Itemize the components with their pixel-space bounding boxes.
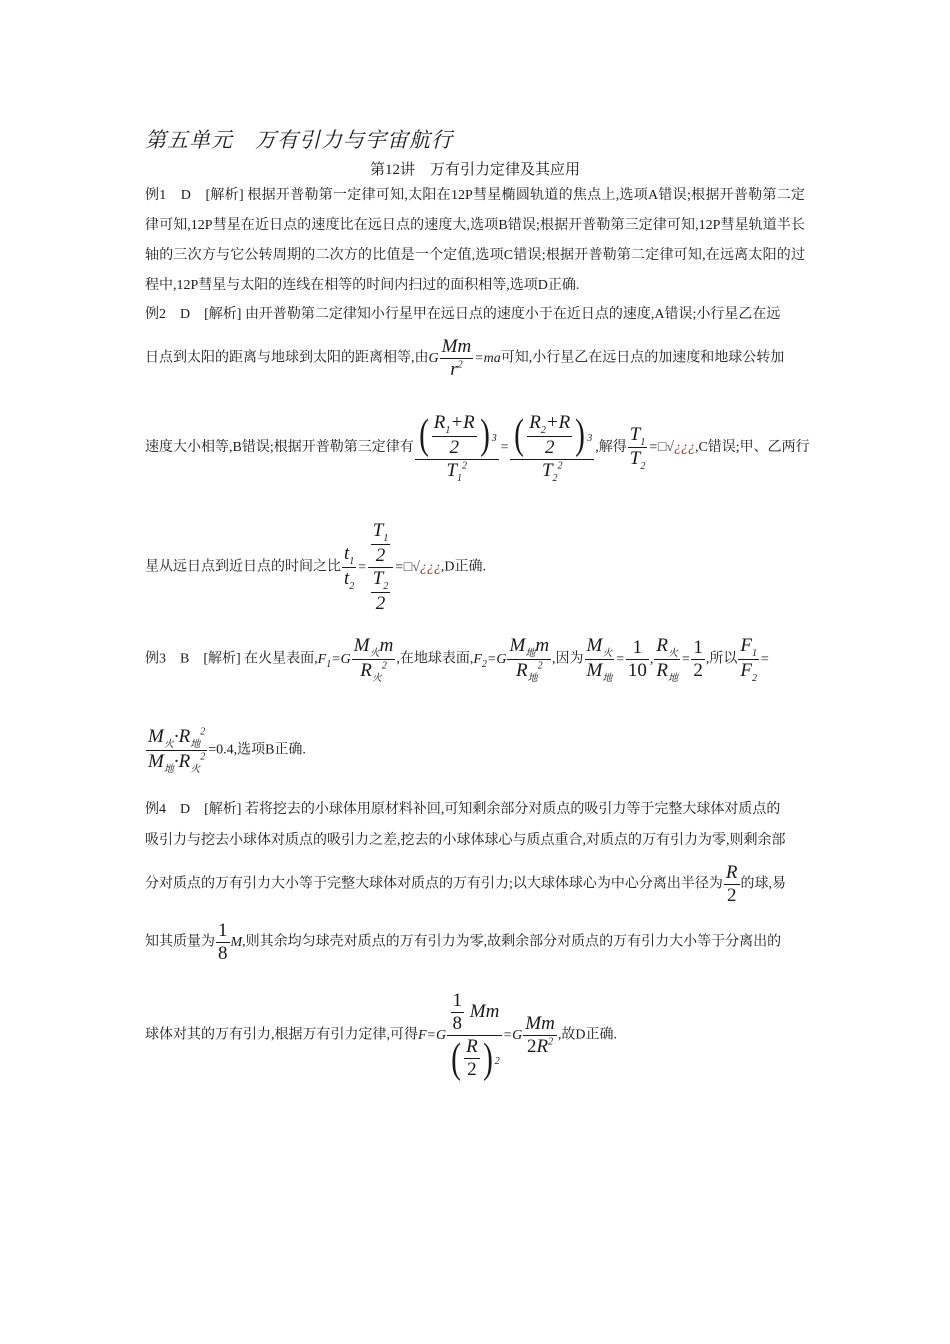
- kepler-third-law-formula: ( $\frac{R_1+R}{2}$ ) $^3$ $T_1^2$ = ( $\frac{R_2+R}{2}$ ) $^3$ $T_2^2$: [414, 440, 596, 455]
- example-3-label: 例3 B [解析]: [145, 651, 241, 667]
- example-4-label: 例4 D [解析]: [145, 802, 242, 817]
- half-radius: $\frac{R}{2}$: [725, 862, 738, 906]
- example-4-line-1: 例4 D [解析] 若将挖去的小球体用原材料补回,可知剩余部分对质点的吸引力等于完整大球体对质点的: [145, 802, 781, 817]
- example-4-line-2: 吸引力与挖去小球体对质点的吸引力之差,挖去的小球体球心与质点重合,对质点的万有引力为零,则剩余部: [145, 833, 786, 848]
- example-4-line-4: 知其质量为 $\frac{1}{8}$ M,则其余均匀球壳对质点的万有引力为零,故剩余部分对质点的万有引力大小等于分离出的: [145, 920, 782, 964]
- force-ratio-result: $\frac{M_火\cdot R_地^2}{M_地\cdot R_火^2}$: [148, 726, 206, 775]
- unit-title: 第五单元 万有引力与宇宙航行: [145, 128, 453, 152]
- example-2-line-4: 星从远日点到近日点的时间之比 $\frac{t_1}{t_2}$ = $\frac{\frac{T_1}{2}}{\frac{T_2}{2}}$ =□√¿¿¿,D正确.: [145, 520, 487, 614]
- lecture-title: 第12讲 万有引力定律及其应用: [369, 162, 580, 178]
- example-3-line-1: 例3 B [解析] 在火星表面$,F_1=G$ $\frac{M_火m}{R_火^2}$ ,在地球表面$,F_2=G$ $\frac{M_地m}{R_地^2}$ ,因为 $\frac{M_火}{M_地}$ = $\frac{1}{10}$ , $\frac{R_火}{R_地}$ = $\frac{1}{2}$ ,所以 $\frac{F_1}{F_2}$ =: [145, 635, 770, 684]
- mass-radius-ratios: $\frac{M_火}{M_地}$ = $\frac{1}{10}$ , $\frac{R_火}{R_地}$ = $\frac{1}{2}$: [586, 635, 703, 684]
- force-ratio: $\frac{F_1}{F_2}$ =: [740, 635, 770, 684]
- example-3-line-2: $\frac{M_火\cdot R_地^2}{M_地\cdot R_火^2}$ =0.4,选项B正确.: [145, 726, 306, 775]
- example-2-label: 例2 D [解析]: [145, 307, 242, 322]
- example-2-line-2: 日点到太阳的距离与地球到太阳的距离相等,由G $\frac{Mm}{r^2}$ =ma可知,小行星乙在远日点的加速度和地球公转加: [145, 336, 785, 380]
- example-2-line-3: 速度大小相等,B错误;根据开普勒第三定律有 ( $\frac{R_1+R}{2}$ ) $^3$ $T_1^2$ = ( $\frac{R_2+R}{2}$ ) $^3$ $T_2^2$ ,解得 $\frac{T_1}{T_2}$ =□√¿¿¿,C错误;甲、乙两行: [145, 412, 810, 484]
- example-1-label: 例1 D [解析]: [145, 188, 244, 203]
- time-ratio-formula: $\frac{t_1}{t_2}$ = $\frac{\frac{T_1}{2}}{\frac{T_2}{2}}$ =□√¿¿¿: [344, 520, 441, 614]
- example-1-text: 根据开普勒第一定律可知,太阳在12P彗星椭圆轨道的焦点上,选项A错误;根据开普勒第二定律可知,12P彗星在近日点的速度比在远日点的速度大,选项B错误;根据开普勒第三定律可知,12P彗星轨道半长轴的三次方与它公转周期的二次方的比值是一个定值,选项C错误;根据开普勒第二定律可知,在远离太阳的过程中,12P彗星与太阳的连线在相等的时间内扫过的面积相等,选项D正确.: [145, 188, 806, 293]
- period-ratio-formula: $\frac{T_1}{T_2}$ =□√¿¿¿: [629, 423, 695, 473]
- mars-force-formula: $F_1=G$ $\frac{M_火m}{R_火^2}$: [317, 635, 394, 684]
- earth-force-formula: $F_2=G$ $\frac{M_地m}{R_地^2}$: [473, 635, 550, 684]
- eighth-mass: $\frac{1}{8}$ M: [218, 920, 243, 964]
- example-4-line-3: 分对质点的万有引力大小等于完整大球体对质点的万有引力;以大球体球心为中心分离出半径为 $\frac{R}{2}$ 的球,易: [145, 862, 786, 906]
- gravity-acceleration-formula: G $\frac{Mm}{r^2}$ =ma: [428, 336, 501, 380]
- final-force-formula: F=G $\frac{1}{8}$ Mm ( $\frac{R}{2}$ ) $^2$ =G $\frac{Mm}{2R^2}$: [418, 990, 555, 1082]
- example-4-line-5: 球体对其的万有引力,根据万有引力定律,可得F=G $\frac{1}{8}$ Mm ( $\frac{R}{2}$ ) $^2$ =G $\frac{Mm}{2R^2}$ ,故D正确.: [145, 990, 617, 1082]
- example-2-line-1: 例2 D [解析] 由开普勒第二定律知小行星甲在远日点的速度小于在近日点的速度,A错误;小行星乙在远: [145, 307, 781, 322]
- example-1: [145, 181, 805, 301]
